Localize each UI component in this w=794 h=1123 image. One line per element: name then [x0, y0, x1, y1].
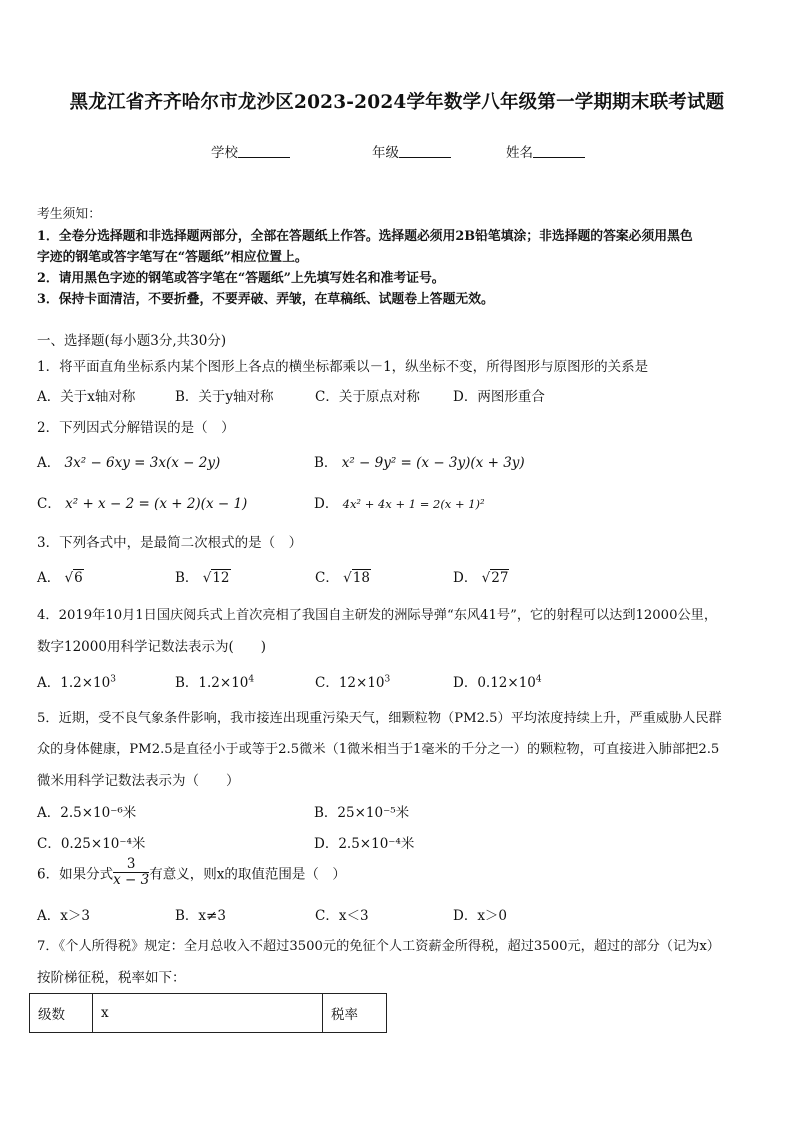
- q2-a-label: A．: [37, 455, 61, 471]
- q3-stem: 3．下列各式中，是最简二次根式的是（ ）: [37, 535, 303, 551]
- q2-stem: 2．下列因式分解错误的是（ ）: [37, 420, 235, 436]
- name-field: [506, 141, 585, 161]
- school-blank: [238, 144, 290, 158]
- q5-stem-line-3: 微米用科学记数法表示为（ ）: [37, 773, 240, 789]
- notice-line-4: 3．保持卡面清洁，不要折叠，不要弄破、弄皱，在草稿纸、试题卷上答题无效。: [37, 292, 494, 307]
- q6-option-c: C．x＜3: [315, 908, 369, 924]
- q3-option-a: [37, 566, 84, 586]
- q1-option-b: B．关于y轴对称: [175, 389, 274, 405]
- notice-line-1: 1．全卷分选择题和非选择题两部分，全部在答题纸上作答。选择题必须用2B铅笔填涂；非选择题的答案必须用黑色: [37, 229, 693, 244]
- q4-a-label: A．: [37, 675, 61, 691]
- q6-option-b: B．x≠3: [175, 908, 226, 924]
- q3-option-c: [315, 566, 371, 586]
- q3-c-radical: √18: [343, 570, 370, 586]
- q4-c-exp: 3: [384, 674, 391, 685]
- q2-option-d: [314, 492, 485, 512]
- q3-d-radicand: 27: [491, 570, 509, 586]
- q1-stem: 1．将平面直角坐标系内某个图形上各点的横坐标都乘以－1，纵坐标不变，所得图形与原图形的关系是: [37, 359, 649, 375]
- q5-option-b: B．25×10⁻⁵米: [314, 805, 410, 821]
- q5-stem-line-2: 众的身体健康，PM2.5是直径小于或等于2.5微米（1微米相当于1毫米的千分之一）的颗粒物，可直接进入肺部把2.5: [37, 742, 720, 757]
- q3-a-radical: √6: [64, 570, 83, 586]
- q6-option-a: A．x＞3: [37, 908, 90, 924]
- q4-d-coef: 0.12×10: [477, 675, 536, 691]
- q4-option-d: [453, 671, 542, 691]
- q1-option-c: C．关于原点对称: [315, 389, 420, 405]
- table-header-x: x: [93, 994, 323, 1033]
- q3-option-b: [175, 566, 231, 586]
- grade-label: 年级: [372, 145, 399, 161]
- q5-stem-line-1: 5．近期，受不良气象条件影响，我市接连出现重污染天气，细颗粒物（PM2.5）平均浓度持续上升，严重威胁人民群: [37, 711, 722, 726]
- q4-d-exp: 4: [535, 674, 542, 685]
- exam-title: 黑龙江省齐齐哈尔市龙沙区2023-2024学年数学八年级第一学期期末联考试题: [69, 92, 725, 113]
- q4-a-exp: 3: [110, 674, 116, 685]
- q5-option-c: C．0.25×10⁻⁴米: [37, 836, 146, 852]
- q3-a-radicand: 6: [74, 570, 83, 586]
- table-header-rate: 税率: [323, 994, 387, 1033]
- q2-b-label: B．: [314, 455, 338, 471]
- q6-stem: [37, 857, 346, 888]
- notice-heading: 考生须知：: [37, 207, 101, 222]
- table-header-level: 级数: [30, 994, 93, 1033]
- name-blank: [533, 144, 585, 158]
- grade-blank: [399, 144, 451, 158]
- school-label: 学校: [211, 145, 238, 161]
- q4-b-exp: 4: [248, 674, 255, 685]
- q3-c-label: C．: [315, 570, 339, 586]
- q2-option-c: [37, 492, 247, 512]
- q6-fraction-denominator: x − 3: [113, 872, 150, 888]
- q3-b-radical: √12: [202, 570, 230, 586]
- q4-option-b: [175, 671, 254, 691]
- school-field: [211, 141, 290, 161]
- q2-d-expression: 4x² + 4x + 1 = 2(x + 1)²: [342, 497, 485, 511]
- name-label: 姓名: [506, 145, 533, 161]
- notice-line-3: 2．请用黑色字迹的钢笔或答字笔在“答题纸”上先填写姓名和准考证号。: [37, 271, 445, 286]
- q2-option-b: [314, 451, 525, 471]
- q4-d-label: D．: [453, 675, 478, 691]
- q3-c-radicand: 18: [352, 570, 370, 586]
- q2-option-a: [37, 451, 220, 471]
- table-row: [30, 994, 387, 1033]
- notice-line-2: 字迹的钢笔或答字笔写在“答题纸”相应位置上。: [37, 250, 308, 265]
- q6-option-d: D．x＞0: [453, 908, 508, 924]
- q2-c-label: C．: [37, 496, 61, 512]
- q4-option-a: [37, 671, 116, 691]
- q2-a-expression: 3x² − 6xy = 3x(x − 2y): [64, 455, 221, 471]
- q6-fraction: [113, 857, 149, 888]
- q6-stem-post: 有意义，则x的取值范围是（ ）: [149, 866, 346, 883]
- q1-option-d: D．两图形重合: [453, 389, 545, 405]
- q7-stem-line-2: 按阶梯征税，税率如下：: [37, 970, 186, 986]
- q4-stem-line-1: 4．2019年10月1日国庆阅兵式上首次亮相了我国自主研发的洲际导弹“东风41号”，它的射程可以达到12000公里，: [37, 608, 718, 623]
- q7-stem-line-1: 7．《个人所得税》规定：全月总收入不超过3500元的免征个人工资薪金所得税，超过3500元，超过的部分（记为x）: [37, 939, 720, 954]
- q4-b-coef: 1.2×10: [198, 675, 249, 691]
- q6-stem-pre: 6．如果分式: [37, 866, 114, 883]
- q4-option-c: [315, 671, 390, 691]
- q3-d-label: D．: [453, 570, 478, 586]
- tax-rate-table: [29, 993, 387, 1033]
- q5-option-a: A．2.5×10⁻⁶米: [37, 805, 137, 821]
- section-heading: 一、选择题(每小题3分,共30分): [37, 333, 227, 349]
- q2-d-label: D．: [314, 496, 339, 512]
- q3-a-label: A．: [37, 570, 61, 586]
- q4-c-coef: 12×10: [338, 675, 385, 691]
- q3-d-radical: √27: [481, 570, 509, 586]
- q4-a-coef: 1.2×10: [60, 675, 111, 691]
- q6-fraction-numerator: 3: [113, 857, 149, 873]
- q2-b-expression: x² − 9y² = (x − 3y)(x + 3y): [341, 455, 525, 471]
- q4-stem-line-2: 数字12000用科学记数法表示为( ): [37, 639, 266, 655]
- q4-b-label: B．: [175, 675, 199, 691]
- q3-b-label: B．: [175, 570, 199, 586]
- q4-c-label: C．: [315, 675, 339, 691]
- q3-b-radicand: 12: [212, 570, 230, 586]
- q2-c-expression: x² + x − 2 = (x + 2)(x − 1): [65, 496, 248, 512]
- grade-field: [372, 141, 451, 161]
- q5-option-d: D．2.5×10⁻⁴米: [314, 836, 415, 852]
- q1-option-a: A．关于x轴对称: [37, 389, 136, 405]
- q3-option-d: [453, 566, 509, 586]
